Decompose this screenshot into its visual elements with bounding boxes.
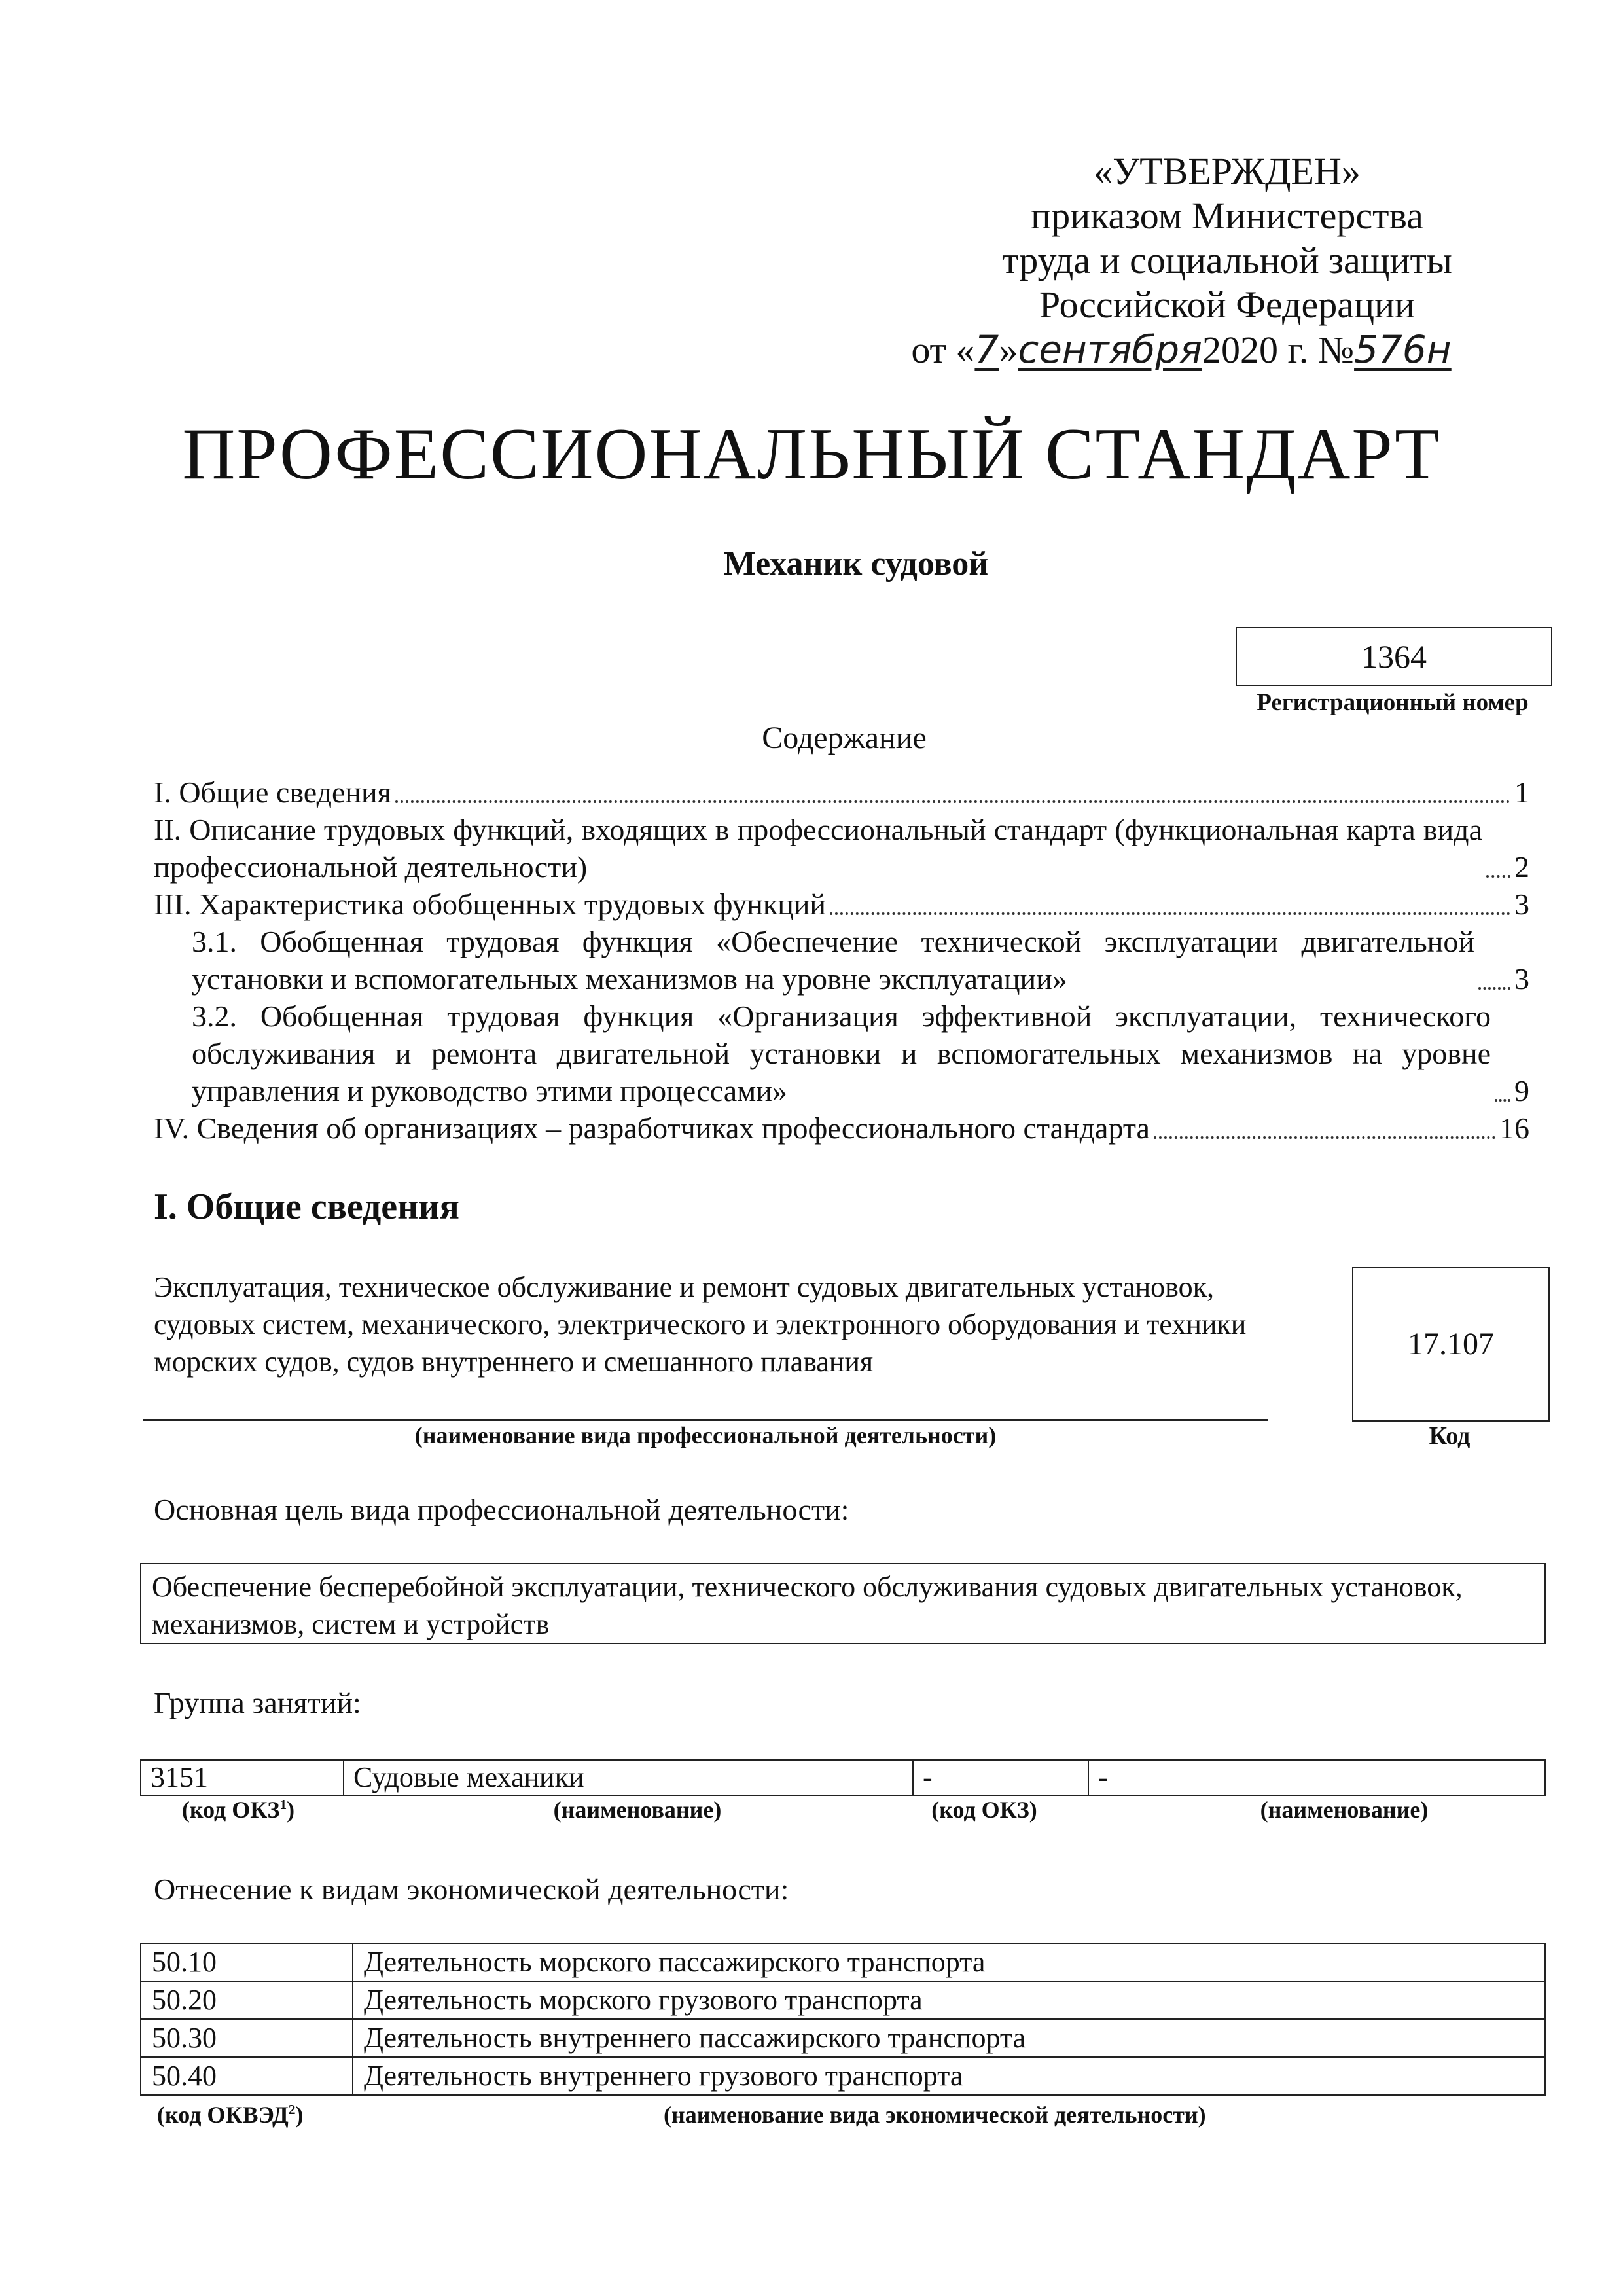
table-row [141,1981,1545,2019]
toc-item-text: IV. Сведения об организациях – разработчиках профессионального стандарта [154,1111,1150,1145]
toc-leader-dots [395,800,1510,803]
label-okz-code: (код ОКЗ$^1$) [181,1797,295,1823]
date-day: 7 [974,327,999,372]
toc-item-text: II. Описание трудовых функций, входящих в профессиональный стандарт (функциональная карта вида профессиональной деятельности) [154,813,1482,884]
toc-item[interactable] [154,1109,1529,1147]
label-okved-name: (наименование вида экономической деятельности) [664,2102,1206,2128]
okved-heading: Отнесение к видам экономической деятельности: [154,1873,789,1906]
approval-line-ministry: приказом Министерства [1031,194,1423,237]
date-month: сентября [1018,327,1202,372]
toc-item-text: 3.2. Обобщенная трудовая функция «Организация эффективной эксплуатации, технического обслуживания и ремонта двигательной установки и вспомогательных механизмов на уровне управления и руководство этими процессами» [192,999,1491,1107]
label-name-2: (наименование) [1260,1797,1429,1823]
okved-name-cell: Деятельность морского пассажирского транспорта [353,1943,1545,1981]
toc-item-page: 9 [1514,1074,1529,1107]
okved-name-cell: Деятельность морского грузового транспорта [353,1981,1545,2019]
activity-code-label: Код [1429,1422,1471,1450]
approval-block [883,149,1571,372]
order-number: 576н [1354,327,1452,372]
toc-item-text: 3.1. Обобщенная трудовая функция «Обеспечение технической эксплуатации двигательной установки и вспомогательных механизмов на уровне эксплуатации» [192,925,1474,996]
label-name: (наименование) [553,1797,722,1823]
toc-leader-dots [1486,875,1510,878]
toc-leader-dots [1478,987,1510,990]
activity-label: (наименование вида профессиональной деятельности) [414,1422,997,1448]
document-title: ПРОФЕССИОНАЛЬНЫЙ СТАНДАРТ [182,414,1441,495]
okved-table [140,1943,1546,2096]
date-mid: » [999,329,1018,371]
goal-box: Обеспечение бесперебойной эксплуатации, технического обслуживания судовых двигательных установок, механизмов, систем и устройств [140,1563,1546,1644]
okved-code-cell: 50.20 [141,1981,353,2019]
okved-code-cell: 50.30 [141,2019,353,2057]
section-heading-general: I. Общие сведения [154,1187,459,1227]
registration-number-label: Регистрационный номер [1257,689,1529,716]
activity-underline [143,1419,1268,1421]
approval-line-federation: Российской Федерации [1039,283,1416,326]
toc-item-page: 3 [1514,888,1529,921]
activity-name: Эксплуатация, техническое обслуживание и ремонт судовых двигательных установок, судовых систем, механического, электрического и электронного оборудования и техники морских судов, судов внутреннего и смешанного плавания [154,1271,1247,1378]
approval-title: «УТВЕРЖДЕН» [1094,150,1361,192]
approval-line-labor: труда и социальной защиты [1002,239,1452,281]
table-of-contents [154,774,1529,1147]
label-okz-code-2: (код ОКЗ) [931,1797,1037,1823]
okved-name-cell: Деятельность внутреннего грузового транспорта [353,2057,1545,2095]
date-prefix: от « [911,329,975,371]
group-name2-cell: - [1088,1760,1545,1795]
goal-heading: Основная цель вида профессиональной деятельности: [154,1493,849,1526]
table-row [141,2019,1545,2057]
toc-leader-dots [1154,1136,1495,1139]
table-row [141,1943,1545,1981]
toc-heading: Содержание [762,721,927,755]
toc-item[interactable] [154,923,1529,997]
toc-leader-dots [830,912,1510,915]
toc-item[interactable] [154,811,1529,886]
table-row [141,2057,1545,2095]
date-year: 2020 г. № [1202,329,1355,371]
activity-code-box: 17.107 [1352,1267,1550,1422]
toc-item-page: 1 [1514,776,1529,809]
toc-leader-dots [1495,1099,1510,1102]
group-code2-cell: - [913,1760,1088,1795]
group-heading: Группа занятий: [154,1686,361,1719]
approval-date-line [792,327,1571,372]
okved-name-cell: Деятельность внутреннего пассажирского транспорта [353,2019,1545,2057]
toc-item[interactable] [154,997,1529,1109]
toc-item-page: 16 [1499,1111,1529,1145]
label-okved-code: (код ОКВЭД$^2$) [157,2102,304,2128]
okved-code-cell: 50.40 [141,2057,353,2095]
toc-item-page: 3 [1514,962,1529,996]
toc-item-text: III. Характеристика обобщенных трудовых функций [154,888,827,921]
okved-code-cell: 50.10 [141,1943,353,1981]
toc-item-page: 2 [1514,850,1529,884]
toc-item[interactable] [154,774,1529,811]
occupation-group-table [140,1759,1546,1796]
table-row [141,1760,1545,1795]
group-name-cell: Судовые механики [344,1760,913,1795]
toc-item-text: I. Общие сведения [154,776,391,809]
document-subtitle: Механик судовой [723,545,989,583]
toc-item[interactable] [154,886,1529,923]
group-code-cell: 3151 [141,1760,344,1795]
registration-number-box: 1364 [1236,627,1552,686]
